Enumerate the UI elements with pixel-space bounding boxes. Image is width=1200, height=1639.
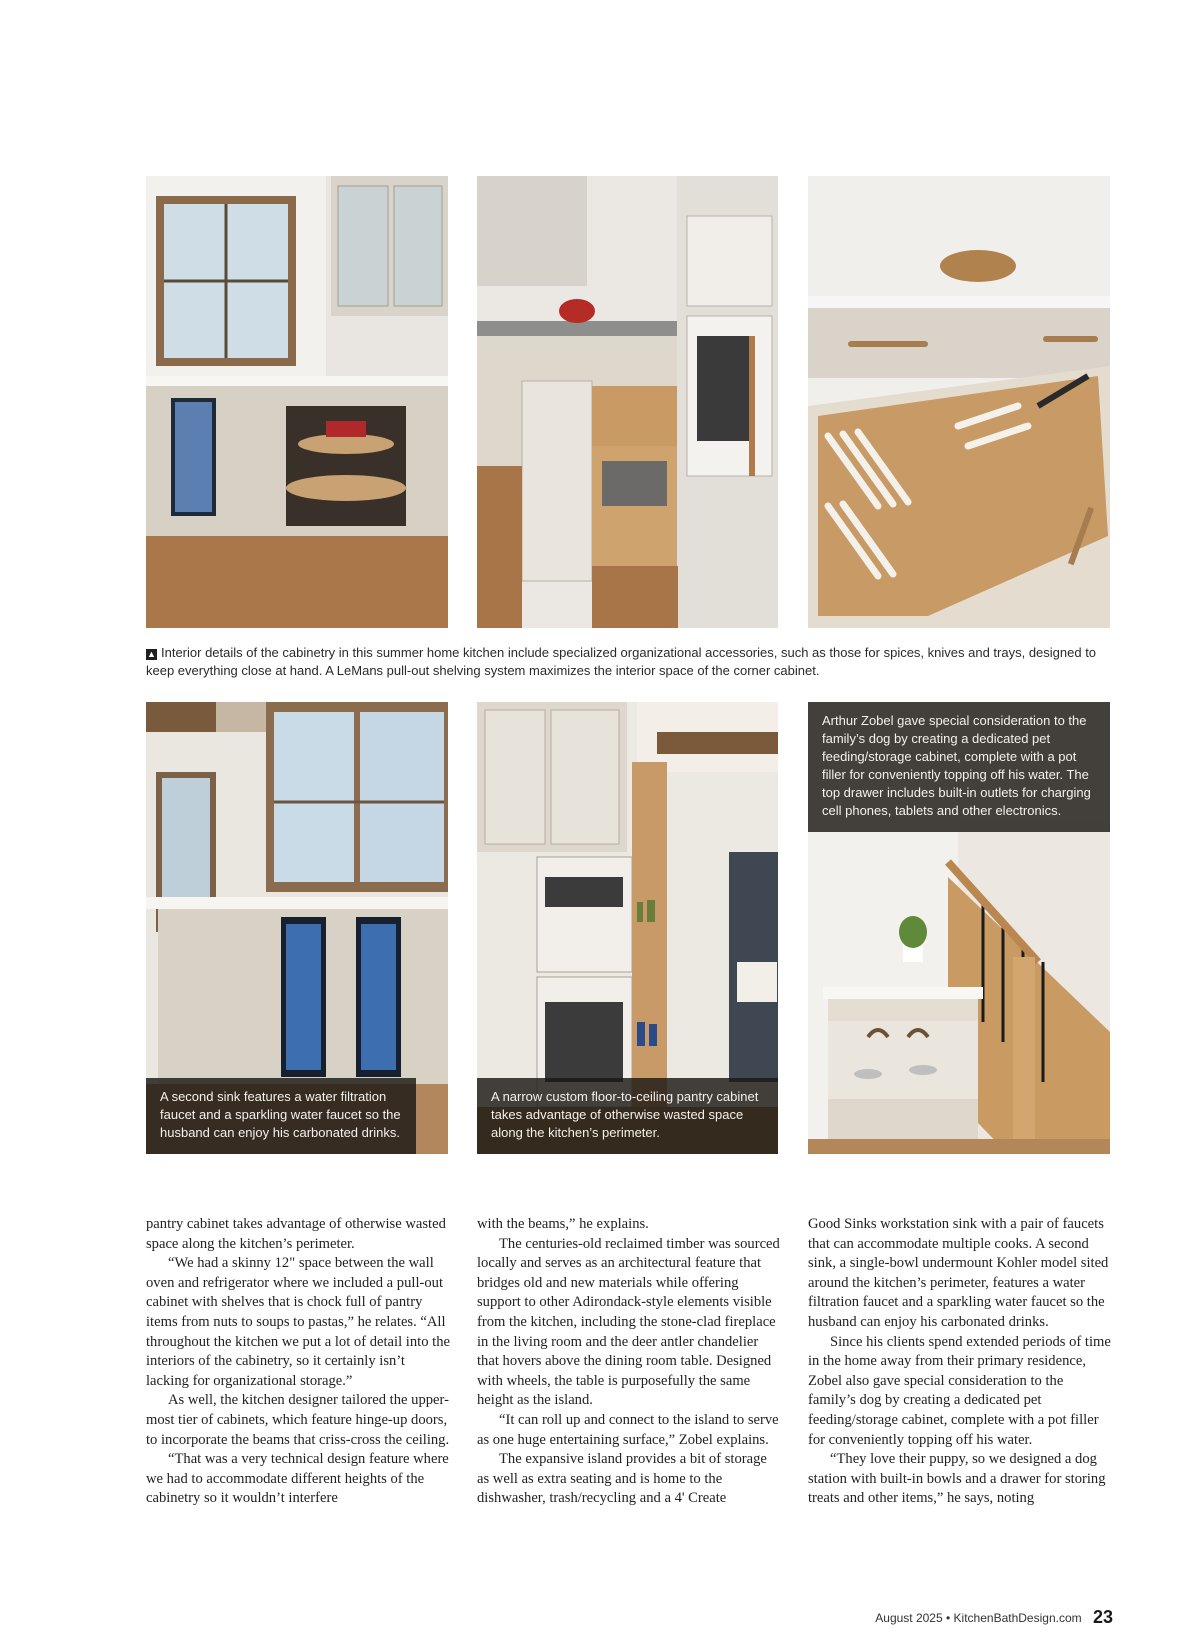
paragraph: “It can roll up and connect to the island to serve as one huge entertaining surface,” Zobel explains. <box>477 1411 779 1448</box>
sink-caption-overlay <box>146 1078 416 1154</box>
page-footer <box>875 1607 1113 1628</box>
footer-website: KitchenBathDesign.com <box>953 1611 1082 1625</box>
photo-corner-cabinet <box>146 176 448 628</box>
paragraph: The centuries-old reclaimed timber was sourced locally and serves as an architectural feature that bridges old and new materials while offering support to other Adirondack-style elements visible from the kitchen, including the stone-clad fireplace in the living room and the deer antler chandelier that hovers above the dining room table. Designed with wheels, the table is purposefully the same height as the island. <box>477 1235 780 1409</box>
paragraph: pantry cabinet takes advantage of otherwise wasted space along the kitchen’s perimeter. <box>146 1216 446 1252</box>
paragraph: “That was a very technical design feature where we had to accommodate different heights of the cabinetry so it wouldn’t interfere <box>146 1451 449 1507</box>
article-column-2 <box>477 1215 781 1509</box>
issue-date: August 2025 <box>875 1611 943 1625</box>
top-caption-text: Interior details of the cabinetry in this summer home kitchen include specialized organizational accessories, such as those for spices, knives and trays, designed to keep everything close at hand. A LeMans pull-out shelving system maximizes the interior space of the corner cabinet. <box>146 645 1097 678</box>
paragraph: “They love their puppy, so we designed a dog station with built-in bowls and a drawer for storing treats and other items,” he says, noting <box>808 1451 1106 1507</box>
photo-range-drawers <box>477 176 778 628</box>
footer-separator: • <box>946 1611 951 1625</box>
article-column-1 <box>146 1215 450 1509</box>
photo-knife-drawer <box>808 176 1110 628</box>
article-column-3 <box>808 1215 1112 1509</box>
pantry-caption-text: A narrow custom floor-to-ceiling pantry cabinet takes advantage of otherwise wasted space along the kitchen’s perimeter. <box>491 1089 759 1140</box>
arrow-up-icon: ▲ <box>147 649 156 659</box>
paragraph: “We had a skinny 12" space between the wall oven and refrigerator where we included a pull-out cabinet with shelves that is chock full of pantry items from nuts to soups to pastas,” he relates. “All throughout the kitchen we put a lot of detail into the interiors of the cabinetry, so it certainly isn’t lacking for organizational storage.” <box>146 1255 450 1389</box>
top-photo-caption <box>146 644 1116 680</box>
paragraph: Good Sinks workstation sink with a pair of faucets that can accommodate multiple cooks. A second sink, a single-bowl undermount Kohler model sited around the kitchen’s perimeter, features a water filtration faucet and a sparkling water faucet so the husband can enjoy his carbonated drinks. <box>808 1216 1109 1330</box>
pantry-caption-overlay <box>477 1078 778 1154</box>
paragraph: Since his clients spend extended periods of time in the home away from their primary residence, Zobel also gave special consideration to the family’s dog by creating a dedicated pet feeding/storage cabinet, complete with a pot filler for conveniently topping off his water. <box>808 1333 1111 1448</box>
page-number: 23 <box>1092 1607 1113 1627</box>
sink-caption-text: A second sink features a water filtration faucet and a sparkling water faucet so the husband can enjoy his carbonated drinks. <box>160 1089 401 1140</box>
paragraph: The expansive island provides a bit of storage as well as extra seating and is home to the dishwasher, trash/recycling and a 4' Create <box>477 1451 767 1507</box>
pet-caption-text: Arthur Zobel gave special consideration to the family’s dog by creating a dedicated pet feeding/storage cabinet, complete with a pot filler for conveniently topping off his water. The top drawer includes built-in outlets for charging cell phones, tablets and other electronics. <box>822 713 1091 818</box>
paragraph: As well, the kitchen designer tailored the upper-most tier of cabinets, which feature hinge-up doors, to incorporate the beams that criss-cross the ceiling. <box>146 1392 450 1448</box>
pet-caption-overlay <box>808 702 1110 832</box>
paragraph: with the beams,” he explains. <box>477 1216 649 1232</box>
